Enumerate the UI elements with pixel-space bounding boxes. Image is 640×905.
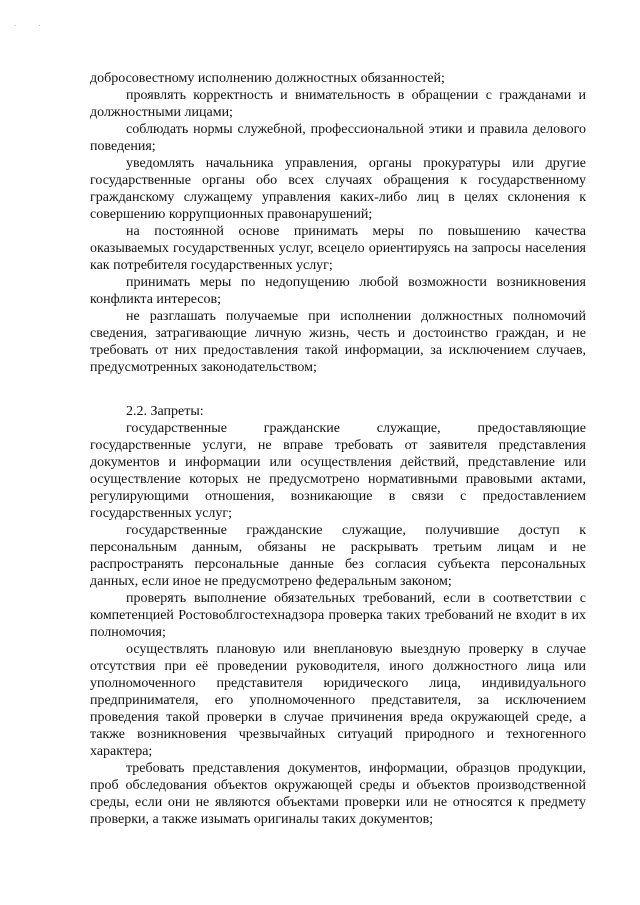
paragraph-obligation-conflict-of-interest: принимать меры по недопущению любой возможности возникновения конфликта интересов; [90,275,586,307]
paragraph-obligation-privacy: не разглашать получаемые при исполнении должностных полномочий сведения, затрагивающие личную жизнь, честь и достоинство граждан, и не требовать от них предоставления такой информации, за исключением случаев, предусмотренных законодательством; [90,309,586,375]
paragraph-obligation-ethics: соблюдать нормы служебной, профессиональной этики и правила делового поведения; [90,122,586,154]
paragraph-obligation-service-quality: на постоянной основе принимать меры по повышению качества оказываемых государственных услуг, всецело ориентируясь на запросы населения как потребителя государственных услуг; [90,224,586,273]
paragraph-prohibition-samples: требовать представления документов, информации, образцов продукции, проб обследования объектов окружающей среды и объектов производственной среды, если они не являются объектами проверки или не относятся к предмету проверки, а также изымать оригиналы таких документов; [90,761,586,827]
scan-artifact-marks: · · [14,22,51,30]
paragraph-obligation-report-corruption: уведомлять начальника управления, органы прокуратуры или другие государственные органы обо всех случаях обращения к государственному гражданскому служащему управления каких-либо лиц в целях склонения к совершению коррупционных правонарушений; [90,156,586,222]
paragraph-prohibition-field-inspection: осуществлять плановую или внеплановую выездную проверку в случае отсутствия при её проведении руководителя, иного должностного лица или уполномоченного представителя юридического лица, индивидуального предпринимателя, его уполномоченного представителя, за исключением проведения такой проверки в случае причинения вреда окружающей среде, а также возникновения чрезвычайных ситуаций природного и техногенного характера; [90,642,586,759]
paragraph-obligation-continuation: добросовестному исполнению должностных обязанностей; [90,71,445,86]
paragraph-obligation-courtesy: проявлять корректность и внимательность в обращении с гражданами и должностными лицами; [90,88,586,120]
paragraph-prohibition-personal-data: государственные гражданские служащие, получившие доступ к персональным данным, обязаны не раскрывать третьим лицам и не распространять персональные данные без согласия субъекта персональных данных, если иное не предусмотрено федеральным законом; [90,523,586,589]
document-page [90,70,586,828]
paragraph-prohibition-documents: государственные гражданские служащие, предоставляющие государственные услуги, не вправе требовать от заявителя представления документов и информации или осуществления действий, представление или осуществление которых не предусмотрено нормативными правовыми актами, регулирующими отношения, возникающие в связи с предоставлением государственных услуг; [90,421,586,521]
paragraph-prohibition-competence: проверять выполнение обязательных требований, если в соответствии с компетенцией Ростовоблгостехнадзора проверка таких требований не входит в их полномочия; [90,591,586,640]
section-heading-prohibitions: 2.2. Запреты: [126,404,204,419]
